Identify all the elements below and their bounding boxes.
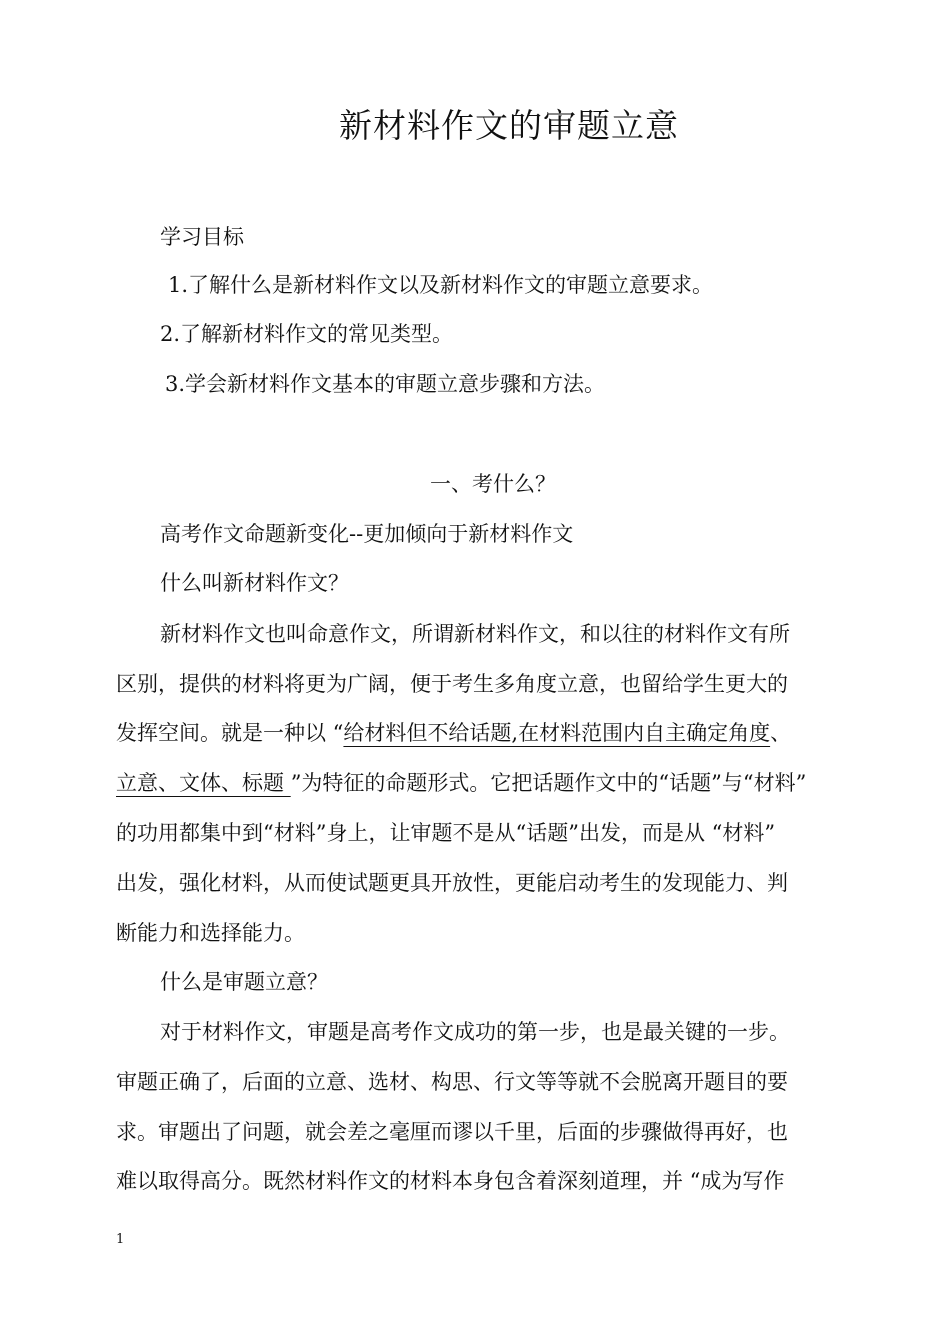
goal-item-3: 3.学会新材料作文基本的审题立意步骤和方法。 bbox=[165, 372, 606, 396]
paragraph-1-line-4-b: ”为特征的命题形式。它把话题作文中的“话题”与“材料” bbox=[290, 771, 807, 795]
goal-item-2: 2.了解新材料作文的常见类型。 bbox=[160, 322, 454, 346]
underlined-definition-1: 给材料但不给话题,在材料范围内自主确定角度 bbox=[343, 721, 771, 745]
page-number: 1 bbox=[116, 1232, 125, 1247]
paragraph-1-line-1: 新材料作文也叫命意作文，所谓新材料作文，和以往的材料作文有所 bbox=[160, 622, 790, 646]
paragraph-1-line-3 bbox=[116, 718, 791, 748]
paragraph-1-line-4 bbox=[116, 768, 806, 798]
paragraph-1-line-2: 区别，提供的材料将更为广阔，便于考生多角度立意，也留给学生更大的 bbox=[116, 672, 788, 696]
goal-item-1: 1.了解什么是新材料作文以及新材料作文的审题立意要求。 bbox=[168, 273, 714, 297]
paragraph-1-line-7: 断能力和选择能力。 bbox=[116, 921, 305, 945]
paragraph-2-line-2: 审题正确了，后面的立意、选材、构思、行文等等就不会脱离开题目的要 bbox=[116, 1070, 788, 1094]
paragraph-2-line-1: 对于材料作文，审题是高考作文成功的第一步，也是最关键的一步。 bbox=[160, 1020, 790, 1044]
question-heading-1: 什么叫新材料作文？ bbox=[160, 571, 349, 595]
paragraph-1-line-5: 的功用都集中到“材料”身上，让审题不是从“话题”出发，而是从 “材料” bbox=[116, 821, 776, 845]
document-title: 新材料作文的审题立意 bbox=[339, 106, 679, 145]
paragraph-1-line-3-a: 发挥空间。就是一种以 “ bbox=[116, 721, 344, 745]
section-heading: 一、考什么？ bbox=[430, 472, 556, 496]
paragraph-2-line-4: 难以取得高分。既然材料作文的材料本身包含着深刻道理，并 “成为写作 bbox=[116, 1169, 785, 1193]
paragraph-1-line-6: 出发，强化材料，从而使试题更具开放性，更能启动考生的发现能力、判 bbox=[116, 871, 788, 895]
trend-line: 高考作文命题新变化--更加倾向于新材料作文 bbox=[160, 522, 574, 546]
paragraph-2-line-3: 求。审题出了问题，就会差之毫厘而谬以千里，后面的步骤做得再好，也 bbox=[116, 1120, 788, 1144]
paragraph-1-line-3-b: 、 bbox=[770, 721, 792, 745]
underlined-definition-2: 立意、文体、标题 bbox=[116, 771, 291, 795]
question-heading-2: 什么是审题立意？ bbox=[160, 970, 328, 994]
goals-heading: 学习目标 bbox=[160, 225, 244, 249]
